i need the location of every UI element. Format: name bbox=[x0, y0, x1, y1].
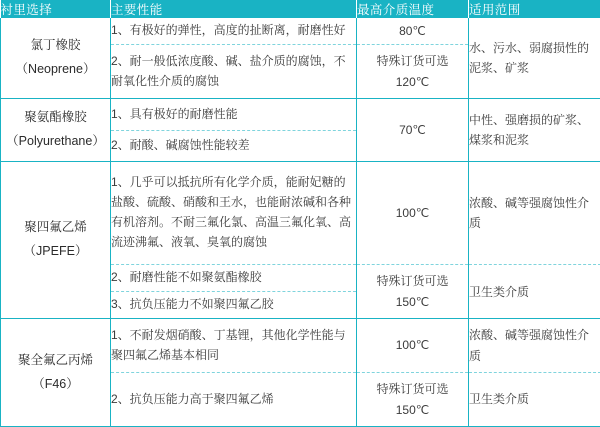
range-cell bbox=[469, 265, 600, 319]
performance-cell bbox=[111, 18, 357, 45]
liner-name: 聚全氟乙丙烯 bbox=[17, 352, 93, 367]
temperature-value: 120℃ bbox=[395, 74, 430, 89]
liner-name-cell-1 bbox=[1, 18, 111, 99]
performance-cell bbox=[111, 161, 357, 264]
liner-name-en: （Polyurethane） bbox=[6, 134, 105, 149]
liner-name-en: （Neoprene） bbox=[15, 62, 96, 77]
temperature-cell bbox=[357, 45, 469, 99]
temperature-value: 80℃ bbox=[399, 24, 426, 39]
performance-text: 1、有极好的弹性，高度的扯断离，耐磨性好 bbox=[111, 23, 346, 38]
performance-text: 1、不耐发烟硝酸、丁基锂，其他化学性能与聚四氟乙烯基本相同 bbox=[111, 327, 346, 362]
performance-text: 2、耐磨性能不如聚氨酯橡胶 bbox=[111, 270, 262, 285]
temperature-note: 特殊订货可选 bbox=[376, 54, 449, 69]
liner-name: 氯丁橡胶 bbox=[30, 38, 81, 53]
range-text: 水、污水、弱腐损性的泥浆、矿浆 bbox=[469, 40, 590, 76]
range-cell bbox=[469, 99, 600, 162]
range-cell bbox=[469, 319, 600, 373]
performance-cell bbox=[111, 292, 357, 319]
temperature-value: 150℃ bbox=[395, 402, 430, 417]
temperature-value: 150℃ bbox=[395, 294, 430, 309]
performance-text: 2、耐一般低浓度酸、碱、盐介质的腐蚀，不耐氧化性介质的腐蚀 bbox=[111, 54, 346, 88]
range-text: 卫生类介质 bbox=[469, 284, 530, 299]
performance-text: 1、具有极好的耐磨性能 bbox=[111, 106, 238, 121]
temperature-cell bbox=[357, 99, 469, 162]
performance-text: 1、几乎可以抵抗所有化学介质，能耐妃糖的盐酸、硫酸、硝酸和王水，也能耐浓碱和各种有机溶剂。不耐三氟化氯、高温三氟化氧、高流迹沸氟、液氧、臭氧的腐蚀 bbox=[111, 175, 352, 249]
liner-name-en: （JPEFE） bbox=[23, 244, 88, 258]
range-cell bbox=[469, 373, 600, 427]
liner-name-cell-2 bbox=[1, 99, 111, 162]
temperature-cell bbox=[357, 161, 469, 264]
temperature-cell bbox=[357, 265, 469, 319]
temperature-cell bbox=[357, 319, 469, 373]
column-header-temperature: 最高介质温度 bbox=[357, 0, 469, 18]
temperature-value: 100℃ bbox=[395, 338, 430, 353]
performance-cell bbox=[111, 99, 357, 130]
liner-name: 聚四氟乙烯 bbox=[24, 220, 87, 235]
performance-text: 2、抗负压能力高于聚四氟乙烯 bbox=[111, 391, 274, 406]
range-text: 浓酸、碱等强腐蚀性介质 bbox=[469, 328, 590, 363]
liner-name: 聚氨酯橡胶 bbox=[24, 110, 87, 125]
performance-text: 3、抗负压能力不如聚四氟乙胶 bbox=[111, 297, 274, 312]
temperature-note: 特殊订货可选 bbox=[376, 382, 449, 397]
liner-name-cell-3 bbox=[1, 161, 111, 318]
temperature-value: 100℃ bbox=[395, 205, 430, 220]
performance-cell bbox=[111, 45, 357, 99]
performance-text: 2、耐酸、碱腐蚀性能较差 bbox=[111, 137, 250, 152]
table-row bbox=[1, 18, 600, 45]
range-text: 浓酸、碱等强腐蚀性介质 bbox=[469, 195, 590, 231]
performance-cell bbox=[111, 265, 357, 292]
range-text: 卫生类介质 bbox=[469, 392, 530, 407]
table-row bbox=[1, 319, 600, 373]
table-row bbox=[1, 99, 600, 130]
table-row bbox=[1, 161, 600, 264]
table-header-row bbox=[1, 0, 600, 18]
liner-name-en: （F46） bbox=[32, 376, 79, 391]
column-header-liner: 衬里选择 bbox=[1, 0, 111, 18]
temperature-cell bbox=[357, 18, 469, 45]
column-header-range: 适用范围 bbox=[469, 0, 600, 18]
temperature-value: 70℃ bbox=[399, 122, 426, 137]
range-cell bbox=[469, 18, 600, 99]
temperature-cell bbox=[357, 373, 469, 427]
performance-cell bbox=[111, 373, 357, 427]
column-header-performance: 主要性能 bbox=[111, 0, 357, 18]
range-text: 中性、强磨损的矿浆、煤浆和泥浆 bbox=[469, 112, 590, 148]
temperature-note: 特殊订货可选 bbox=[376, 274, 449, 289]
range-cell bbox=[469, 161, 600, 264]
performance-cell bbox=[111, 319, 357, 373]
liner-name-cell-4 bbox=[1, 319, 111, 427]
performance-cell bbox=[111, 130, 357, 161]
